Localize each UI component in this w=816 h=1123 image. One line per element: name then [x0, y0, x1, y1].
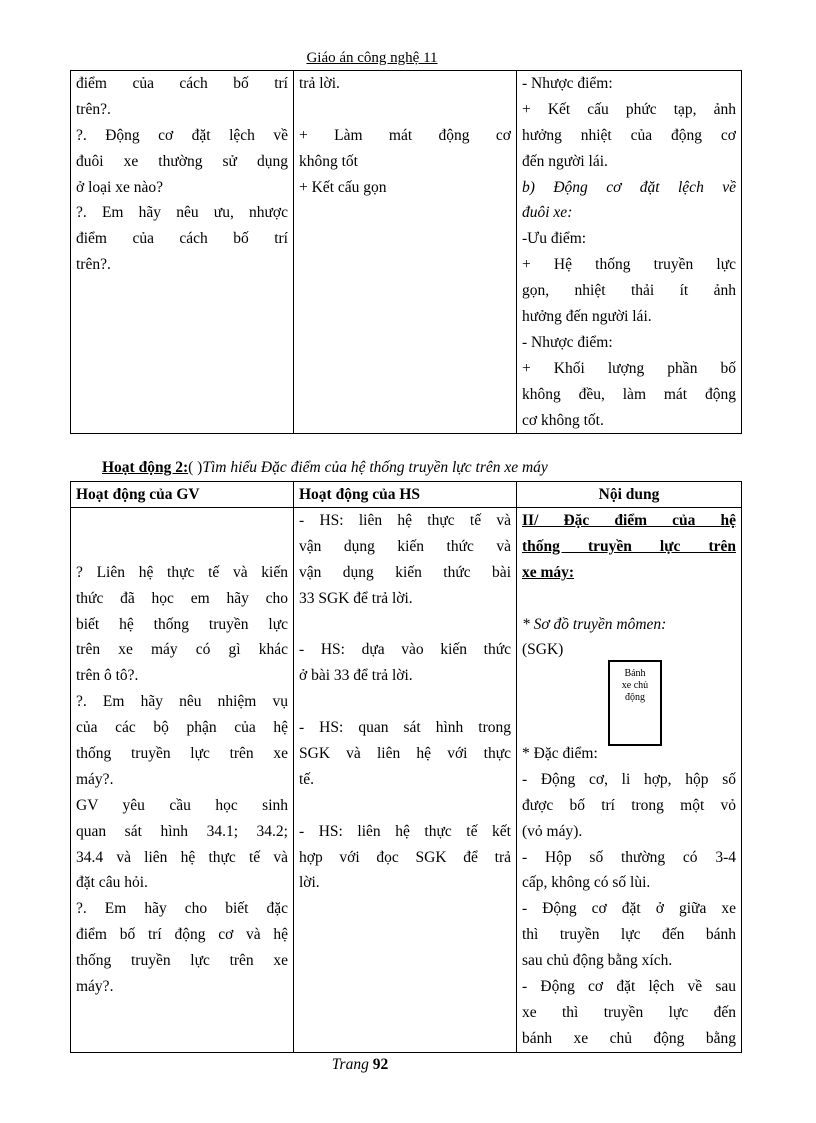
text-line: thì truyền lực đến bánh: [522, 926, 736, 944]
text-line: hưởng đến người lái.: [522, 308, 652, 326]
text-line: [76, 534, 288, 560]
text-line: hưởng nhiệt của động cơ: [522, 126, 736, 144]
activity-title: Tìm hiểu Đặc điểm của hệ thống truyền lực trên xe máy: [202, 459, 548, 476]
text-line: - Nhược điểm:: [522, 75, 613, 92]
text-line: - HS: liên hệ thực tế và: [299, 512, 511, 529]
text-line: (SGK): [522, 641, 564, 659]
text-line: - HS: quan sát hình trong: [299, 719, 511, 737]
activity-table: [70, 481, 742, 1053]
text-line: [76, 508, 288, 534]
hs-column-cell: [294, 508, 517, 1053]
text-line: trên ô tô?.: [76, 667, 139, 685]
text-line: quan sát hình 34.1; 34.2;: [76, 822, 288, 840]
text-line: [522, 586, 736, 612]
text-line: ?. Em hãy nêu nhiệm vụ: [76, 693, 288, 711]
text-line: ở bài 33 để trả lời.: [299, 667, 413, 685]
text-line: xe máy:: [522, 563, 575, 581]
text-line: ở loại xe nào?: [76, 178, 163, 196]
text-line: xe thì truyền lực đến: [522, 1003, 736, 1021]
text-line: + Làm mát động cơ: [299, 126, 511, 144]
text-line: ?. Em hãy cho biết đặc: [76, 900, 288, 918]
text-line: trả lời.: [299, 75, 340, 92]
text-line: ?. Động cơ đặt lệch về: [76, 126, 288, 144]
text-line: vận dụng kiến thức bài: [299, 563, 511, 581]
text-line: thống truyền lực trên xe: [76, 952, 288, 970]
text-line: cấp, không có số lùi.: [522, 874, 651, 892]
text-line: đuôi xe thường sử dụng: [76, 152, 288, 170]
text-line: gọn, nhiệt thải ít ảnh: [522, 282, 736, 300]
diagram-label-line: Bánh: [624, 668, 646, 679]
content-column-cell: [517, 71, 742, 434]
text-line: sau chủ động bằng xích.: [522, 952, 673, 970]
text-line: biết hệ thống truyền lực: [76, 615, 288, 633]
text-line: - Nhược điểm:: [522, 333, 613, 351]
text-line: điểm bố trí động cơ và hệ: [76, 926, 288, 944]
text-line: ?. Em hãy nêu ưu, nhược: [76, 204, 288, 222]
text-line: của các bộ phận của hệ: [76, 719, 288, 737]
text-line: -Ưu điểm:: [522, 230, 587, 248]
text-line: + Kết cấu gọn: [299, 178, 387, 196]
text-line: lời.: [299, 874, 320, 892]
text-line: II/ Đặc điểm của hệ: [522, 512, 736, 529]
page-label: Trang: [331, 1056, 369, 1073]
diagram-label-line: xe chủ: [621, 680, 649, 691]
header-content: Nội dung: [517, 482, 742, 508]
text-line: SGK và liên hệ với thực: [299, 745, 511, 763]
text-line: + Kết cấu phức tạp, ảnh: [522, 100, 736, 118]
text-line: [299, 612, 511, 638]
torque-diagram-box: [608, 660, 662, 746]
text-line: [299, 97, 511, 123]
text-line: [299, 689, 511, 715]
text-line: - Động cơ đặt lệch về sau: [522, 978, 736, 996]
header-hs: Hoạt động của HS: [294, 482, 517, 508]
text-line: vận dụng kiến thức và: [299, 537, 511, 555]
text-line: - Hộp số thường có 3-4: [522, 848, 736, 866]
page-number: 92: [372, 1056, 389, 1073]
text-line: đuôi xe:: [522, 204, 573, 222]
hs-column-cell: [294, 71, 517, 434]
text-line: 33 SGK để trả lời.: [299, 589, 413, 607]
activity-paren: ( ): [188, 459, 203, 476]
text-line: * Sơ đồ truyền mômen:: [522, 615, 667, 633]
text-line: [299, 793, 511, 819]
text-line: b) Động cơ đặt lệch về: [522, 178, 736, 196]
header-gv: Hoạt động của GV: [71, 482, 294, 508]
text-line: + Hệ thống truyền lực: [522, 256, 736, 274]
text-line: trên xe máy có gì khác: [76, 641, 288, 659]
gv-column-cell: [71, 508, 294, 1053]
table-row: [71, 508, 742, 1053]
text-line: 34.4 và liên hệ thực tế và: [76, 848, 288, 866]
table-row: [71, 71, 742, 434]
text-line: máy?.: [76, 978, 114, 996]
activity-heading: [102, 459, 548, 477]
text-line: không tốt: [299, 152, 358, 170]
text-line: (vỏ máy).: [522, 822, 583, 840]
text-line: thức đã học em hãy cho: [76, 589, 288, 607]
text-line: được bố trí trong một vỏ: [522, 796, 736, 814]
text-line: thống truyền lực trên: [522, 537, 736, 555]
text-line: điểm của cách bố trí: [76, 75, 288, 92]
text-line: - HS: dựa vào kiến thức: [299, 641, 511, 659]
text-line: thống truyền lực trên xe: [76, 745, 288, 763]
header-row: [71, 482, 742, 508]
diagram-label-line: động: [625, 692, 645, 703]
text-line: không đều, làm mát động: [522, 385, 736, 403]
text-line: đến người lái.: [522, 152, 608, 170]
text-line: ? Liên hệ thực tế và kiến: [76, 563, 288, 581]
text-line: * Đặc điểm:: [522, 745, 598, 763]
text-line: - HS: liên hệ thực tế kết: [299, 822, 511, 840]
text-line: cơ không tốt.: [522, 411, 604, 429]
page-footer: [0, 1056, 720, 1074]
text-line: tế.: [299, 770, 315, 788]
text-line: trên?.: [76, 100, 111, 118]
text-line: GV yêu cầu học sinh: [76, 796, 288, 814]
text-line: đặt câu hỏi.: [76, 874, 148, 892]
text-line: trên?.: [76, 256, 111, 274]
activity-label: Hoạt động 2:: [102, 459, 189, 476]
content-column-cell: [517, 508, 742, 1053]
text-line: điểm của cách bố trí: [76, 230, 288, 248]
text-line: + Khối lượng phần bố: [522, 359, 736, 377]
page-header: Giáo án công nghệ 11: [306, 50, 438, 66]
text-line: bánh xe chủ động bằng: [522, 1029, 736, 1047]
text-line: - Động cơ đặt ở giữa xe: [522, 900, 736, 918]
gv-column-cell: [71, 71, 294, 434]
lesson-table-continued: [70, 70, 742, 434]
text-line: hợp với đọc SGK để trả: [299, 848, 511, 866]
text-line: - Động cơ, li hợp, hộp số: [522, 770, 736, 788]
text-line: máy?.: [76, 770, 114, 788]
